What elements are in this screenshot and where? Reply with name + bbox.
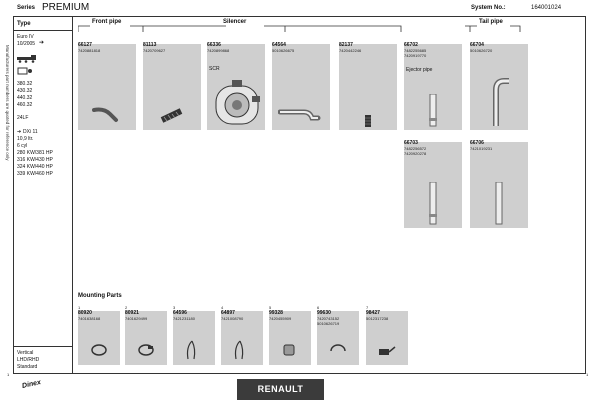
mounting-part-number: 3 [173, 305, 176, 310]
part-ref: 7420743152 [317, 316, 340, 321]
mounting-part-number: 4 [221, 305, 224, 310]
strap-icon [232, 339, 252, 361]
mounting-part-card[interactable] [317, 305, 359, 365]
part-code: 98427 [366, 310, 380, 316]
tail-pipe-straight-icon [492, 182, 506, 226]
part-code: 64596 [173, 310, 187, 316]
production-date: 10/2005 [17, 41, 36, 47]
part-code: 81113 [143, 42, 157, 48]
orientation-1: Vertical [17, 350, 34, 356]
part-card[interactable] [470, 142, 528, 228]
part-ref-2: 5010626719 [317, 321, 340, 326]
mounting-part-card[interactable] [269, 305, 311, 365]
mounting-part-card[interactable] [78, 305, 120, 365]
engine-model-4: 460.32 [17, 102, 33, 108]
mounting-part-card[interactable] [173, 305, 215, 365]
part-ref: 5010626675 [272, 48, 295, 53]
system-value: 164001024 [531, 5, 562, 11]
part-ref-2: 7420920278 [404, 151, 427, 156]
mounting-part-number: 6 [317, 305, 320, 310]
connector-icon [363, 114, 373, 128]
part-ref: 7482256572 [404, 146, 427, 151]
part-code: 66702 [404, 42, 418, 48]
axle-config: 24LF [17, 115, 29, 121]
part-card[interactable] [470, 44, 528, 130]
part-card[interactable] [404, 44, 462, 130]
part-card[interactable] [272, 44, 330, 130]
ejector-pipe-icon [426, 94, 440, 128]
engine-icon [17, 67, 33, 75]
power-1: 280 KW/381 HP [17, 150, 53, 156]
arrow-icon: ➔ [39, 40, 45, 46]
sidebar-divider [72, 16, 73, 374]
strap-icon [184, 339, 204, 361]
clamp-icon [328, 339, 348, 361]
truck-icon [17, 55, 39, 63]
engine-code: DXi 11 [23, 129, 38, 135]
part-ref: 7401629499 [125, 316, 148, 321]
part-code: 66704 [470, 42, 484, 48]
part-label: Ejector pipe [406, 67, 433, 73]
part-card[interactable] [339, 44, 397, 130]
orientation-3: Standard [17, 364, 38, 370]
part-code: 99630 [317, 310, 331, 316]
brand-bar: RENAULT [237, 379, 324, 400]
mounting-parts-heading: Mounting Parts [78, 293, 122, 299]
clamp-icon [89, 339, 109, 361]
tail-pipe-heading: Tail pipe [479, 19, 503, 25]
part-code: 66703 [404, 140, 418, 146]
type-label: Type [17, 21, 31, 27]
cylinders: 6 cyl [17, 143, 28, 149]
part-ref: 7420442246 [339, 48, 362, 53]
dinex-logo: Dinex [21, 379, 42, 390]
silencer-heading: Silencer [223, 19, 247, 25]
part-ref: 5012317238 [366, 316, 389, 321]
mounting-part-card[interactable] [125, 305, 167, 365]
power-2: 316 KW/430 HP [17, 157, 53, 163]
engine-arrow-icon: ➔ [17, 129, 22, 135]
mounting-part-number: 2 [125, 305, 128, 310]
system-label: System No.: [471, 5, 506, 11]
header-divider [13, 16, 586, 17]
series-value: PREMIUM [42, 2, 90, 13]
part-card[interactable] [207, 44, 265, 130]
part-ref: 7421008790 [221, 316, 244, 321]
power-3: 324 KW/440 HP [17, 164, 53, 170]
part-code: 64564 [272, 42, 286, 48]
right-border [585, 16, 586, 374]
part-code: 66127 [78, 42, 92, 48]
engine-model-3: 440.32 [17, 95, 33, 101]
series-label: Series [17, 5, 36, 11]
silencer-icon [212, 80, 262, 128]
page-number-left: 1 [7, 372, 10, 377]
mounting-part-card[interactable] [221, 305, 263, 365]
part-ref: 7420881818 [78, 48, 101, 53]
part-code: 66706 [470, 140, 484, 146]
footer-divider [13, 373, 586, 374]
front-pipe-icon [92, 104, 122, 124]
bracket-icon [377, 339, 397, 361]
power-4: 339 KW/460 HP [17, 171, 53, 177]
mounting-part-number: 1 [78, 305, 81, 310]
part-code: 80920 [78, 310, 92, 316]
engine-model-1: 380.32 [17, 81, 33, 87]
part-code: 99328 [269, 310, 283, 316]
left-border [13, 16, 14, 374]
part-ref: 7420709627 [143, 48, 166, 53]
part-ref: 7420899868 [207, 48, 230, 53]
mounting-part-card[interactable] [366, 305, 408, 365]
part-card[interactable] [78, 44, 136, 130]
euro-norm: Euro IV [17, 34, 34, 40]
part-ref: 7421231180 [173, 316, 195, 321]
orientation-2: LHD/RHD [17, 357, 40, 363]
mounting-part-number: 7 [366, 305, 369, 310]
part-code: 80921 [125, 310, 139, 316]
tail-pipe-icon [484, 78, 512, 128]
orientation-divider [13, 346, 72, 347]
part-code: 82137 [339, 42, 353, 48]
displacement: 10,9 ltr. [17, 136, 34, 142]
part-code: 64897 [221, 310, 235, 316]
part-card[interactable] [143, 44, 201, 130]
part-ref: 7401638168 [78, 316, 101, 321]
bent-pipe-icon [278, 104, 324, 124]
reference-note: Manufacturers part numbers are quoted for reference only [5, 45, 10, 161]
part-card[interactable] [404, 142, 462, 228]
page-number-right: 1 [586, 372, 589, 377]
ejector-pipe-icon [426, 182, 440, 226]
mounting-part-number: 5 [269, 305, 272, 310]
section-bracket-lines [78, 22, 548, 34]
front-pipe-heading: Front pipe [92, 19, 122, 25]
part-ref: 7482255685 [404, 48, 427, 53]
part-label: SCR [209, 66, 220, 72]
flex-hose-icon [159, 106, 185, 124]
part-ref: 7420455909 [269, 316, 292, 321]
part-ref: 7421019231 [470, 146, 493, 151]
type-divider [13, 30, 72, 31]
sleeve-icon [280, 339, 300, 361]
engine-model-2: 430.32 [17, 88, 33, 94]
clamp-icon [136, 339, 156, 361]
part-ref: 5010626720 [470, 48, 493, 53]
part-ref-2: 7420919770 [404, 53, 427, 58]
part-code: 66336 [207, 42, 221, 48]
